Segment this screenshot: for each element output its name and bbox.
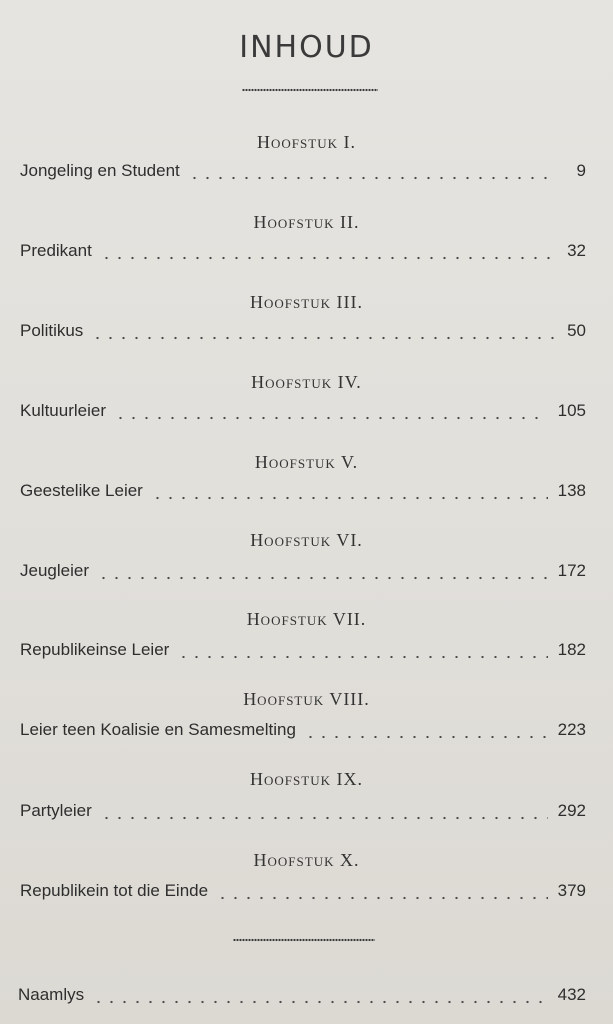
toc-entry-label: Naamlys — [18, 985, 85, 1004]
toc-entry-5 — [20, 481, 586, 505]
toc-page-number: 138 — [557, 481, 586, 500]
toc-page-number: 172 — [557, 561, 586, 580]
page-title: INHOUD — [239, 30, 374, 65]
toc-page-number: 105 — [557, 401, 586, 420]
toc-page-number: 432 — [557, 985, 586, 1004]
toc-entry-label: Kultuurleier — [20, 401, 106, 420]
chapter-heading-2: Hoofstuk II. — [253, 212, 360, 232]
toc-entry-1 — [20, 161, 586, 185]
dot-leader — [177, 655, 547, 659]
toc-entry-label: Partyleier — [20, 801, 92, 820]
dot-leader — [304, 735, 548, 739]
dot-leader — [114, 416, 548, 420]
toc-entry-label: Republikein tot die Einde — [20, 881, 209, 900]
toc-page-number: 9 — [576, 161, 586, 180]
toc-entry-label: Jeugleier — [20, 561, 89, 580]
chapter-heading-9: Hoofstuk IX. — [250, 769, 363, 789]
toc-entry-label: Leier teen Koalisie en Samesmelting — [20, 720, 296, 739]
chapter-heading-3: Hoofstuk III. — [250, 292, 363, 312]
dot-leader — [151, 496, 548, 500]
toc-entry-3 — [20, 321, 586, 345]
toc-entry-7 — [20, 640, 586, 664]
chapter-heading-10: Hoofstuk X. — [253, 850, 360, 870]
toc-entry-label: Predikant — [20, 241, 92, 260]
chapter-heading-6: Hoofstuk VI. — [250, 530, 363, 550]
title-divider — [242, 88, 378, 92]
toc-entry-label: Politikus — [20, 321, 84, 340]
toc-page-number: 223 — [557, 720, 586, 739]
chapter-heading-5: Hoofstuk V. — [254, 452, 359, 472]
toc-entry-9 — [20, 801, 586, 825]
dot-leader — [92, 1000, 548, 1004]
toc-entry-label: Republikeinse Leier — [20, 640, 170, 659]
dot-leader — [100, 256, 554, 260]
toc-entry-2 — [20, 241, 586, 265]
toc-entry-index — [18, 985, 586, 1009]
section-divider — [233, 938, 375, 942]
toc-entry-label: Jongeling en Student — [20, 161, 180, 180]
toc-page-number: 292 — [557, 801, 586, 820]
dot-leader — [97, 576, 548, 580]
dot-leader — [188, 176, 554, 180]
chapter-heading-4: Hoofstuk IV. — [251, 372, 362, 392]
toc-page-number: 32 — [567, 241, 586, 260]
toc-entry-4 — [20, 401, 586, 425]
toc-entry-label: Geestelike Leier — [20, 481, 143, 500]
toc-entry-10 — [20, 881, 586, 905]
toc-entry-6 — [20, 561, 586, 585]
dot-leader — [100, 816, 548, 820]
toc-page-number: 50 — [567, 321, 586, 340]
chapter-heading-7: Hoofstuk VII. — [246, 609, 367, 629]
dot-leader — [216, 896, 548, 900]
toc-page-number: 182 — [557, 640, 586, 659]
toc-entry-8 — [20, 720, 586, 744]
dot-leader — [91, 336, 554, 340]
toc-page-number: 379 — [557, 881, 586, 900]
chapter-heading-1: Hoofstuk I. — [257, 132, 356, 152]
chapter-heading-8: Hoofstuk VIII. — [243, 689, 370, 709]
